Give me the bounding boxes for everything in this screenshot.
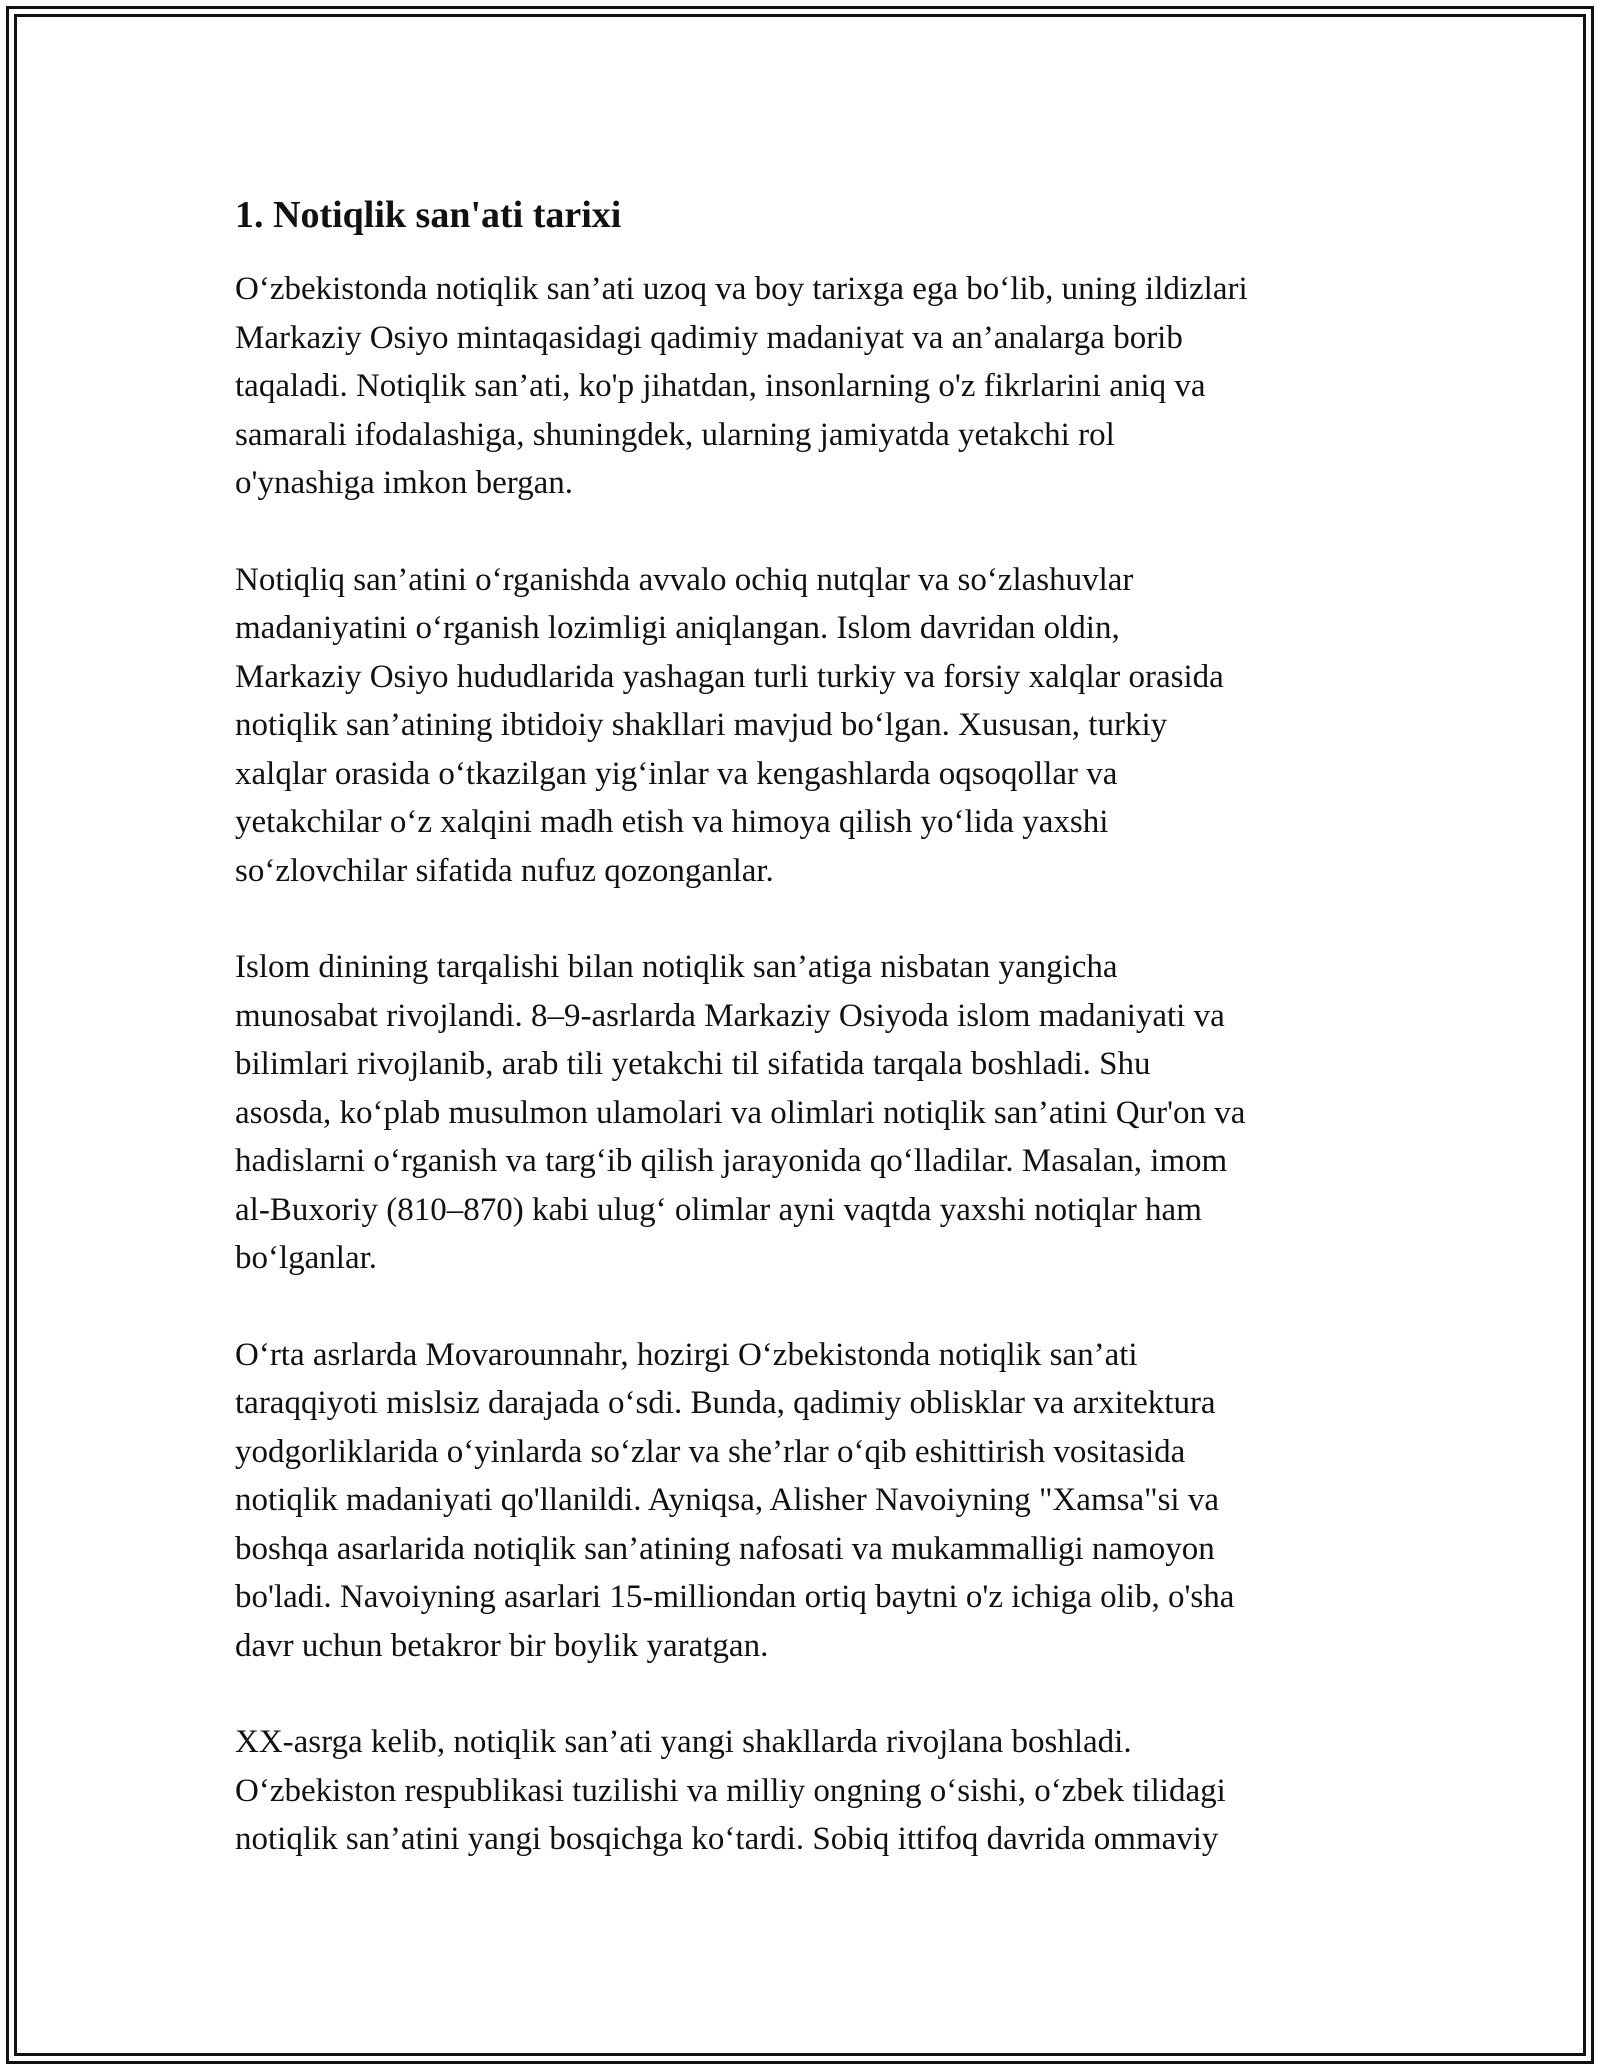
paragraph-line: notiqlik san’atini yangi bosqichga ko‘tardi. Sobiq ittifoq davrida ommaviy <box>235 1821 1219 1857</box>
paragraph-line: asosda, ko‘plab musulmon ulamolari va olimlari notiqlik san’atini Qur'on va <box>235 1094 1246 1131</box>
paragraph-list <box>235 265 1385 1864</box>
paragraph-line: davr uchun betakror bir boylik yaratgan. <box>235 1627 769 1664</box>
paragraph-line: notiqlik san’atining ibtidoiy shakllari mavjud bo‘lgan. Xususan, turkiy <box>235 707 1168 743</box>
paragraph-line: Islom dinining tarqalishi bilan notiqlik san’atiga nisbatan yangicha <box>235 949 1118 985</box>
paragraph-line: yetakchilar o‘z xalqini madh etish va himoya qilish yo‘lida yaxshi <box>235 804 1109 840</box>
paragraph-line: so‘zlovchilar sifatida nufuz qozonganlar. <box>235 852 774 889</box>
paragraph-line: o'ynashiga imkon bergan. <box>235 465 574 501</box>
paragraph-line: bo‘lganlar. <box>235 1240 378 1276</box>
paragraph-line: yodgorliklarida o‘yinlarda so‘zlar va she’rlar o‘qib eshittirish vositasida <box>235 1433 1186 1470</box>
paragraph-line: XX-asrga kelib, notiqlik san’ati yangi shakllarda rivojlana boshladi. <box>235 1724 1132 1760</box>
paragraph <box>235 556 1385 896</box>
paragraph <box>235 943 1385 1283</box>
paragraph-line: bilimlari rivojlanib, arab tili yetakchi til sifatida tarqala boshladi. Shu <box>235 1046 1151 1082</box>
document-body <box>235 185 1385 1912</box>
paragraph-line: madaniyatini o‘rganish lozimligi aniqlangan. Islom davridan oldin, <box>235 610 1120 646</box>
paragraph-line: samarali ifodalashiga, shuningdek, ularning jamiyatda yetakchi rol <box>235 416 1115 453</box>
paragraph-line: O‘zbekistonda notiqlik san’ati uzoq va boy tarixga ega bo‘lib, uning ildizlari <box>235 271 1248 307</box>
section-heading: 1. Notiqlik san'ati tarixi <box>235 194 622 236</box>
paragraph-line: xalqlar orasida o‘tkazilgan yig‘inlar va kengashlarda oqsoqollar va <box>235 755 1118 792</box>
paragraph-line: notiqlik madaniyati qo'llanildi. Ayniqsa, Alisher Navoiyning "Xamsa"si va <box>235 1482 1219 1518</box>
paragraph-line: al-Buxoriy (810–870) kabi ulug‘ olimlar ayni vaqtda yaxshi notiqlar ham <box>235 1191 1202 1228</box>
paragraph-line: hadislarni o‘rganish va targ‘ib qilish jarayonida qo‘lladilar. Masalan, imom <box>235 1143 1228 1179</box>
paragraph-line: munosabat rivojlandi. 8–9-asrlarda Markaziy Osiyoda islom madaniyati va <box>235 997 1225 1034</box>
paragraph <box>235 1718 1385 1864</box>
paragraph <box>235 1331 1385 1671</box>
paragraph-line: Markaziy Osiyo mintaqasidagi qadimiy madaniyat va an’analarga borib <box>235 319 1183 356</box>
paragraph-line: boshqa asarlarida notiqlik san’atining nafosati va mukammalligi namoyon <box>235 1530 1215 1567</box>
paragraph-line: taraqqiyoti mislsiz darajada o‘sdi. Bunda, qadimiy oblisklar va arxitektura <box>235 1385 1216 1421</box>
paragraph-line: Markaziy Osiyo hududlarida yashagan turli turkiy va forsiy xalqlar orasida <box>235 658 1224 695</box>
paragraph <box>235 265 1385 508</box>
paragraph-line: O‘rta asrlarda Movarounnahr, hozirgi O‘zbekistonda notiqlik san’ati <box>235 1336 1138 1373</box>
paragraph-line: taqaladi. Notiqlik san’ati, ko'p jihatdan, insonlarning o'z fikrlarini aniq va <box>235 368 1206 404</box>
paragraph-line: bo'ladi. Navoiyning asarlari 15-milliondan ortiq baytni o'z ichiga olib, o'sha <box>235 1579 1235 1615</box>
paragraph-line: Notiqliq san’atini o‘rganishda avvalo ochiq nutqlar va so‘zlashuvlar <box>235 561 1134 598</box>
paragraph-line: O‘zbekiston respublikasi tuzilishi va milliy ongning o‘sishi, o‘zbek tilidagi <box>235 1772 1226 1809</box>
